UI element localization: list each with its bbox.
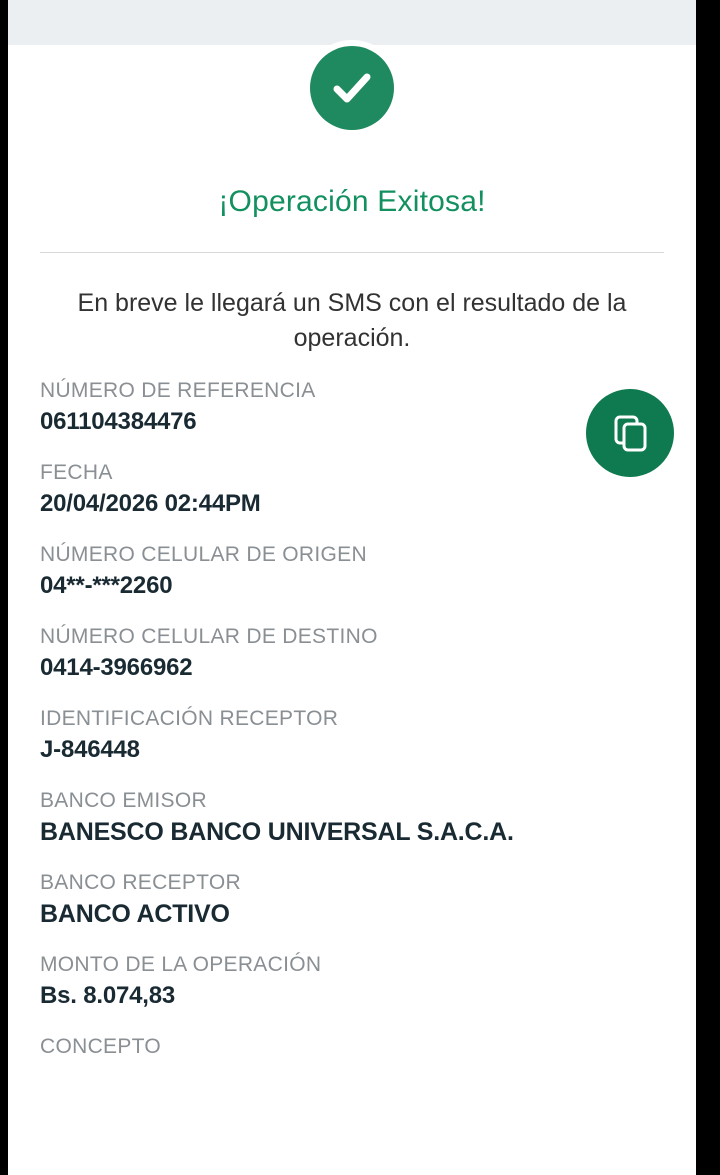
- detail-row: [40, 542, 600, 602]
- status-message: En breve le llegará un SMS con el resultado de la operación.: [77, 289, 627, 352]
- detail-row: [40, 952, 600, 1012]
- detail-value: BANESCO BANCO UNIVERSAL S.A.C.A.: [40, 818, 514, 846]
- detail-value: 0414-3966962: [40, 654, 193, 681]
- detail-row: [40, 1034, 600, 1060]
- detail-label: CONCEPTO: [40, 1035, 162, 1058]
- detail-row: [40, 378, 600, 438]
- copy-icon: [610, 413, 650, 453]
- detail-row: [40, 870, 600, 930]
- detail-label: MONTO DE LA OPERACIÓN: [40, 953, 322, 976]
- detail-value: BANCO ACTIVO: [40, 900, 230, 928]
- detail-label: NÚMERO DE REFERENCIA: [40, 379, 316, 402]
- success-icon-ring: [304, 40, 400, 136]
- page-title: ¡Operación Exitosa!: [218, 185, 486, 218]
- detail-label: BANCO EMISOR: [40, 789, 207, 812]
- detail-row: [40, 706, 600, 766]
- detail-label: FECHA: [40, 461, 113, 484]
- detail-value: 20/04/2026 02:44PM: [40, 490, 261, 517]
- check-icon: [310, 46, 394, 130]
- detail-value: 061104384476: [40, 408, 197, 435]
- detail-label: IDENTIFICACIÓN RECEPTOR: [40, 707, 339, 730]
- detail-row: [40, 788, 600, 848]
- detail-label: NÚMERO CELULAR DE DESTINO: [40, 625, 378, 648]
- detail-value: Bs. 8.074,83: [40, 982, 176, 1009]
- detail-label: BANCO RECEPTOR: [40, 871, 242, 894]
- detail-label: NÚMERO CELULAR DE ORIGEN: [40, 543, 367, 566]
- app-screen: [8, 0, 696, 1175]
- detail-value: 04**-***2260: [40, 572, 173, 599]
- detail-row: [40, 460, 600, 520]
- success-icon-container: [8, 45, 696, 136]
- detail-row: [40, 624, 600, 684]
- transaction-details: [40, 378, 600, 1082]
- divider: [40, 252, 664, 253]
- detail-value: J-846448: [40, 736, 140, 763]
- status-bar: [8, 0, 696, 45]
